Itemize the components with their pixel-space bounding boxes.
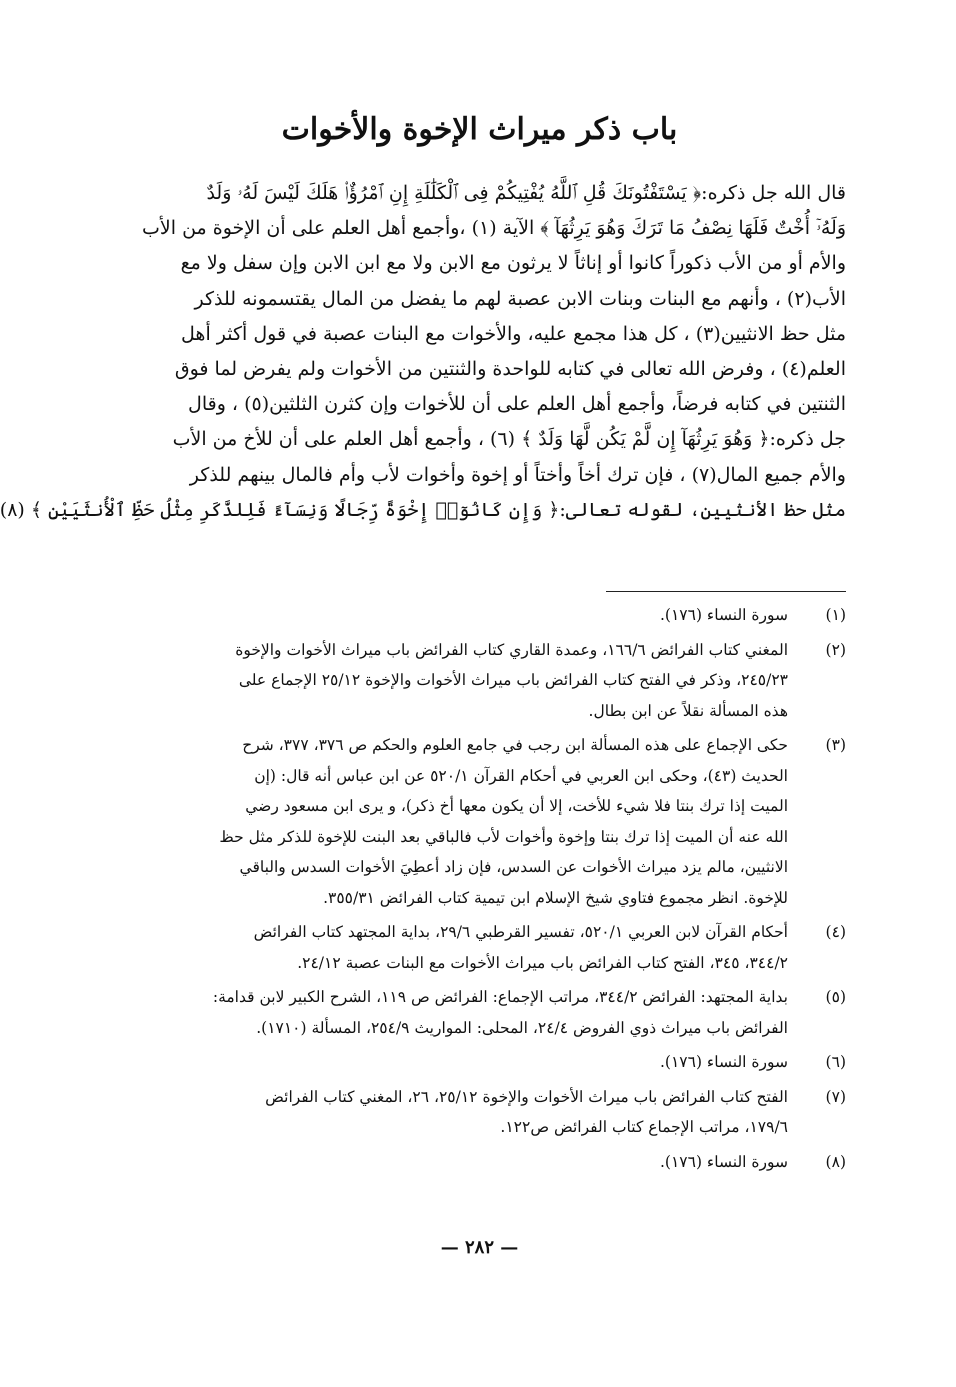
footnote-line: ١٧٩/٦، مراتب الإجماع كتاب الفرائض ص١٢٢. (500, 1118, 788, 1136)
footnote-line: سورة النساء (١٧٦). (659, 1053, 788, 1071)
footnotes (105, 600, 846, 1181)
footnote-line: للإخوة. انظر مجموع فتاوي شيخ الإسلام ابن تيمية كتاب الفرائض ٣٥٥/٣١. (323, 888, 788, 907)
footnote-number: (٢) (825, 640, 846, 659)
footnote-line: سورة النساء (١٧٦). (659, 606, 788, 624)
footnote-line: الحديث (٤٣)، وحكى ابن العربي في أحكام القرآن ٥٢٠/١ عن ابن عباس أنه قال: (إن (254, 766, 788, 785)
footnote-line: هذه المسألة نقلاً عن ابن بطال. (588, 701, 788, 720)
footnote-number: (٤) (825, 923, 846, 941)
footnote-line: الله عنه أن الميت إذا ترك بنتا وإخوة وأخوات لأب فالباقي بعد البنت للإخوة للذكر مثل حظ (219, 827, 788, 846)
footnote-line: الفتح كتاب الفرائض باب ميراث الأخوات والإخوة ٢٥/١٢، ٢٦، المغني كتاب الفرائض (265, 1087, 788, 1106)
footnote-line: بداية المجتهد: الفرائض ٣٤٤/٢، مراتب الإجماع: الفرائض ص ١١٩، الشرح الكبير لابن قدامة: (212, 988, 788, 1006)
page-number: — ٢٨٢ — (440, 1237, 519, 1258)
main-text-line: والأم جميع المال(٧) ، فإن ترك أخاً وأختاً أو إخوة وأخوات لأب وأم فالمال بينهم للذكر (189, 463, 846, 486)
main-text-line: الأب(٢) ، وأنهم مع البنات وبنات الابن عصبة لهم ما يفضل من المال يقتسمونه للذكر (194, 287, 846, 310)
footnote (105, 982, 846, 1043)
footnote-line: أحكام القرآن لابن العربي ٥٢٠/١، تفسير القرطبي ٢٩/٦، بداية المجتهد كتاب الفرائض (253, 923, 788, 941)
main-text-line: الثنتين في كتابه فرضاً، وأجمع أهل العلم على أن للأخوات وإن كثرن الثلثين(٥) ، وقال (188, 393, 846, 416)
footnote-line: الميت إذا ترك بنتا فلا شيء للأخت، إلا أن يكون معها أخ ذكر)، و يرى ابن مسعود رضي (245, 797, 788, 815)
footnote-number: (٨) (825, 1152, 846, 1171)
main-text-line: جل ذكره:﴿ وَهُوَ يَرِثُهَآ إِن لَّمْ يَكُن لَّهَا وَلَدٌ ﴾ (٦) ، وأجمع أهل العلم على أن للأخ من الأب (172, 428, 846, 451)
footnote (105, 635, 846, 727)
main-text (0, 176, 846, 528)
footnote-line: المغني كتاب الفرائض ١٦٦/٦، وعمدة القاري كتاب الفرائض باب ميراث الأخوات والإخوة (235, 640, 788, 659)
main-text-line: والأم أو من الأب ذكوراً كانوا أو إناثاً لا يرثون مع الابن ولا مع ابن الابن وإن سفل ولا مع (180, 252, 846, 275)
footnote-line: ٣٤٤/٢، ٣٤٥، الفتح كتاب الفرائض باب ميراث الأخوات مع البنات عصبة ٢٤/١٢. (297, 953, 788, 972)
footnote-number: (١) (825, 606, 846, 624)
main-text-line: العلم(٤) ، وفرض الله تعالى في كتابه للواحدة والثنتين من الأخوات ولم يفرض لما فوق (174, 357, 846, 380)
footnote (105, 730, 846, 913)
chapter-title: باب ذكر ميراث الإخوة والأخوات (281, 112, 678, 147)
footnote-line: سورة النساء (١٧٦). (659, 1152, 788, 1171)
footnote-number: (٦) (825, 1053, 846, 1071)
footnote (105, 1147, 846, 1178)
main-text-line: وَلَهُۥٓ أُخْتٌ فَلَهَا نِصْفُ مَا تَرَكَ وَهُوَ يَرِثُهَآ ﴾ الآية (١) ،وأجمع أهل العلم على أن الإخوة من الأب (142, 217, 846, 240)
footnote-divider (606, 591, 846, 592)
footnote-line: الفرائض باب ميراث ذوي الفروض ٢٤/٤، المحلى: المواريث ٢٥٤/٩، المسألة (١٧١٠). (256, 1018, 788, 1037)
footnote (105, 1082, 846, 1143)
footnote-number: (٥) (825, 988, 846, 1006)
footnote (105, 600, 846, 631)
footnote-line: ٢٤٥/٢٣، وذكر في الفتح كتاب الفرائض باب ميراث الأخوات والإخوة ٢٥/١٢ الإجماع على (238, 671, 788, 689)
main-text-line: مثل حظ الانثيين(٣) ، كل هذا مجمع عليه، والأخوات مع البنات عصبة في قول أكثر أهل (181, 322, 846, 345)
main-text-line: قال الله جل ذكره:﴿ يَسْتَفْتُونَكَ قُلِ ٱللَّهُ يُفْتِيكُمْ فِى ٱلْكَلَٰلَةِ إِنِ ٱمْرُؤٌا۟ هَلَكَ لَيْسَ لَهُۥ وَلَدٌ (206, 182, 846, 204)
footnote (105, 1047, 846, 1078)
footnote-line: الانثيين، مالم يزد ميراث الأخوات عن السدس، فإن زاد أعطِيَ الأخوات السدس والباقي (239, 858, 788, 876)
main-text-line: مثل حظ الأنثيين، لقوله تعالى:﴿ وَإِن كَانُوٓا۟ إِخْوَةً رِّجَالًا وَنِسَآءً فَلِلذَّكَرِ مِثْلُ حَظِّ ٱلْأُنثَيَيْنِ ﴾ (٨) (0, 498, 846, 521)
footnote-number: (٧) (825, 1087, 846, 1106)
footnote-number: (٣) (825, 736, 846, 754)
footnote-line: حكى الإجماع على هذه المسألة ابن رجب في جامع العلوم والحكم ص ٣٧٦، ٣٧٧، شرح (242, 736, 788, 754)
footnote (105, 917, 846, 978)
